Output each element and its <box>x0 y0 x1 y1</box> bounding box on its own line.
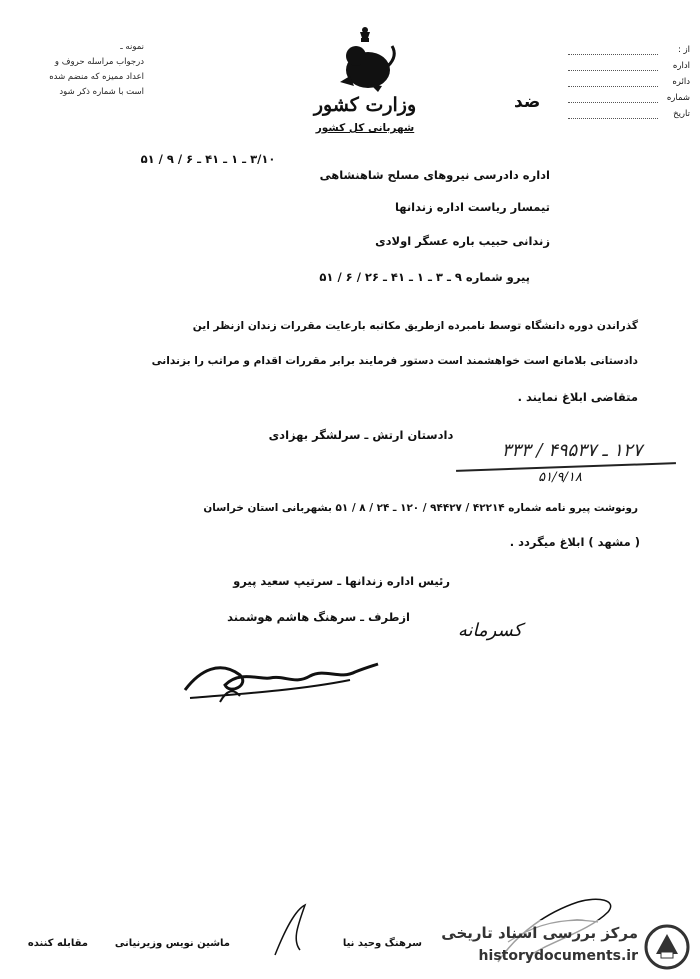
body-line-3: متقاضی ابلاغ نمایند . <box>517 390 638 404</box>
left-notice-line: درجواب مراسله حروف و <box>54 57 144 67</box>
ministry-title: وزارت کشور <box>313 94 417 116</box>
field-label: از : <box>677 45 690 55</box>
left-notice-line: نمونه ـ <box>120 42 144 52</box>
footer-checker: مقابله کننده <box>27 938 88 949</box>
field-office <box>560 58 690 74</box>
department-title: شهربانی کل کشور <box>315 122 415 134</box>
signatory: دادستان ارتش ـ سرلشگر بهزادی <box>268 428 454 442</box>
field-value-blank <box>568 77 658 87</box>
recipient-line-2: تیمسار ریاست اداره زندانها <box>394 200 550 214</box>
left-notice-line: است با شماره ذکر شود <box>59 87 144 97</box>
field-date <box>560 106 690 122</box>
classification-stamp: ضد <box>514 92 541 112</box>
watermark <box>428 920 694 974</box>
handwritten-note: کسرمانه <box>457 620 523 641</box>
watermark-url: historydocuments.ir <box>478 948 638 964</box>
field-from <box>560 42 690 58</box>
footer-colonel: سرهنگ وحید نیا <box>342 938 422 949</box>
body-line-1: گذراندن دوره دانشگاه توسط نامبرده ازطریق مکاتبه بارعایت مقررات زندان ازنظر این <box>192 320 638 332</box>
left-notice <box>34 40 144 100</box>
sender-line-2: ازطرف ـ سرهنگ هاشم هوشمند <box>227 610 410 624</box>
footer-initial-icon <box>270 900 310 960</box>
watermark-logo-icon <box>644 924 690 970</box>
field-value-blank <box>568 45 658 55</box>
footer-typist: ماشین نویس وزیرنیانی <box>114 938 230 949</box>
handwritten-registration-number: ۱۲۷ ـ ۴۹۵۳۷ / ۳۳۳ <box>501 440 643 461</box>
field-value-blank <box>568 61 658 71</box>
field-section <box>560 74 690 90</box>
field-label: دائره <box>672 77 690 87</box>
recipient-line-3: زندانی حبیب باره عسگر اولادی <box>375 234 550 248</box>
handwritten-date: ۵۱/۹/۱۸ <box>538 470 582 485</box>
subject-line: پیرو شماره ۹ ـ ۳ ـ ۱ ـ ۴۱ ـ ۲۶ / ۶ / ۵۱ <box>319 270 530 284</box>
field-value-blank <box>568 93 658 103</box>
field-number <box>560 90 690 106</box>
field-value-blank <box>568 109 658 119</box>
field-label: اداره <box>672 61 690 71</box>
signature-icon <box>180 650 380 710</box>
reference-number: ۳/۱۰ ـ ۱ ـ ۴۱ ـ ۶ / ۹ / ۵۱ <box>140 152 276 166</box>
sender-line-1: رئیس اداره زندانها ـ سرتیپ سعید پیرو <box>233 574 450 588</box>
recipient-line-1: اداره دادرسی نیروهای مسلح شاهنشاهی <box>319 168 550 182</box>
header-fields <box>560 42 690 122</box>
watermark-title: مرکز بررسی اسناد تاریخی <box>441 924 638 942</box>
emblem-icon <box>330 26 400 94</box>
field-label: شماره <box>666 93 690 103</box>
left-notice-line: اعداد ممیزه که منضم شده <box>49 72 144 82</box>
copy-note-line-2: ( مشهد ) ابلاغ میگردد . <box>509 535 640 549</box>
copy-note-line-1: رونوشت پیرو نامه شماره ۴۲۲۱۴ / ۹۴۴۲۷ / ۱۲۰ ـ ۲۴ / ۸ / ۵۱ بشهربانی استان خراسان <box>203 502 638 514</box>
body-line-2: دادستانی بلامانع است خواهشمند است دستور فرمایند برابر مقررات اقدام و مراتب را بزندانی <box>151 355 638 367</box>
field-label: تاریخ <box>673 109 690 119</box>
